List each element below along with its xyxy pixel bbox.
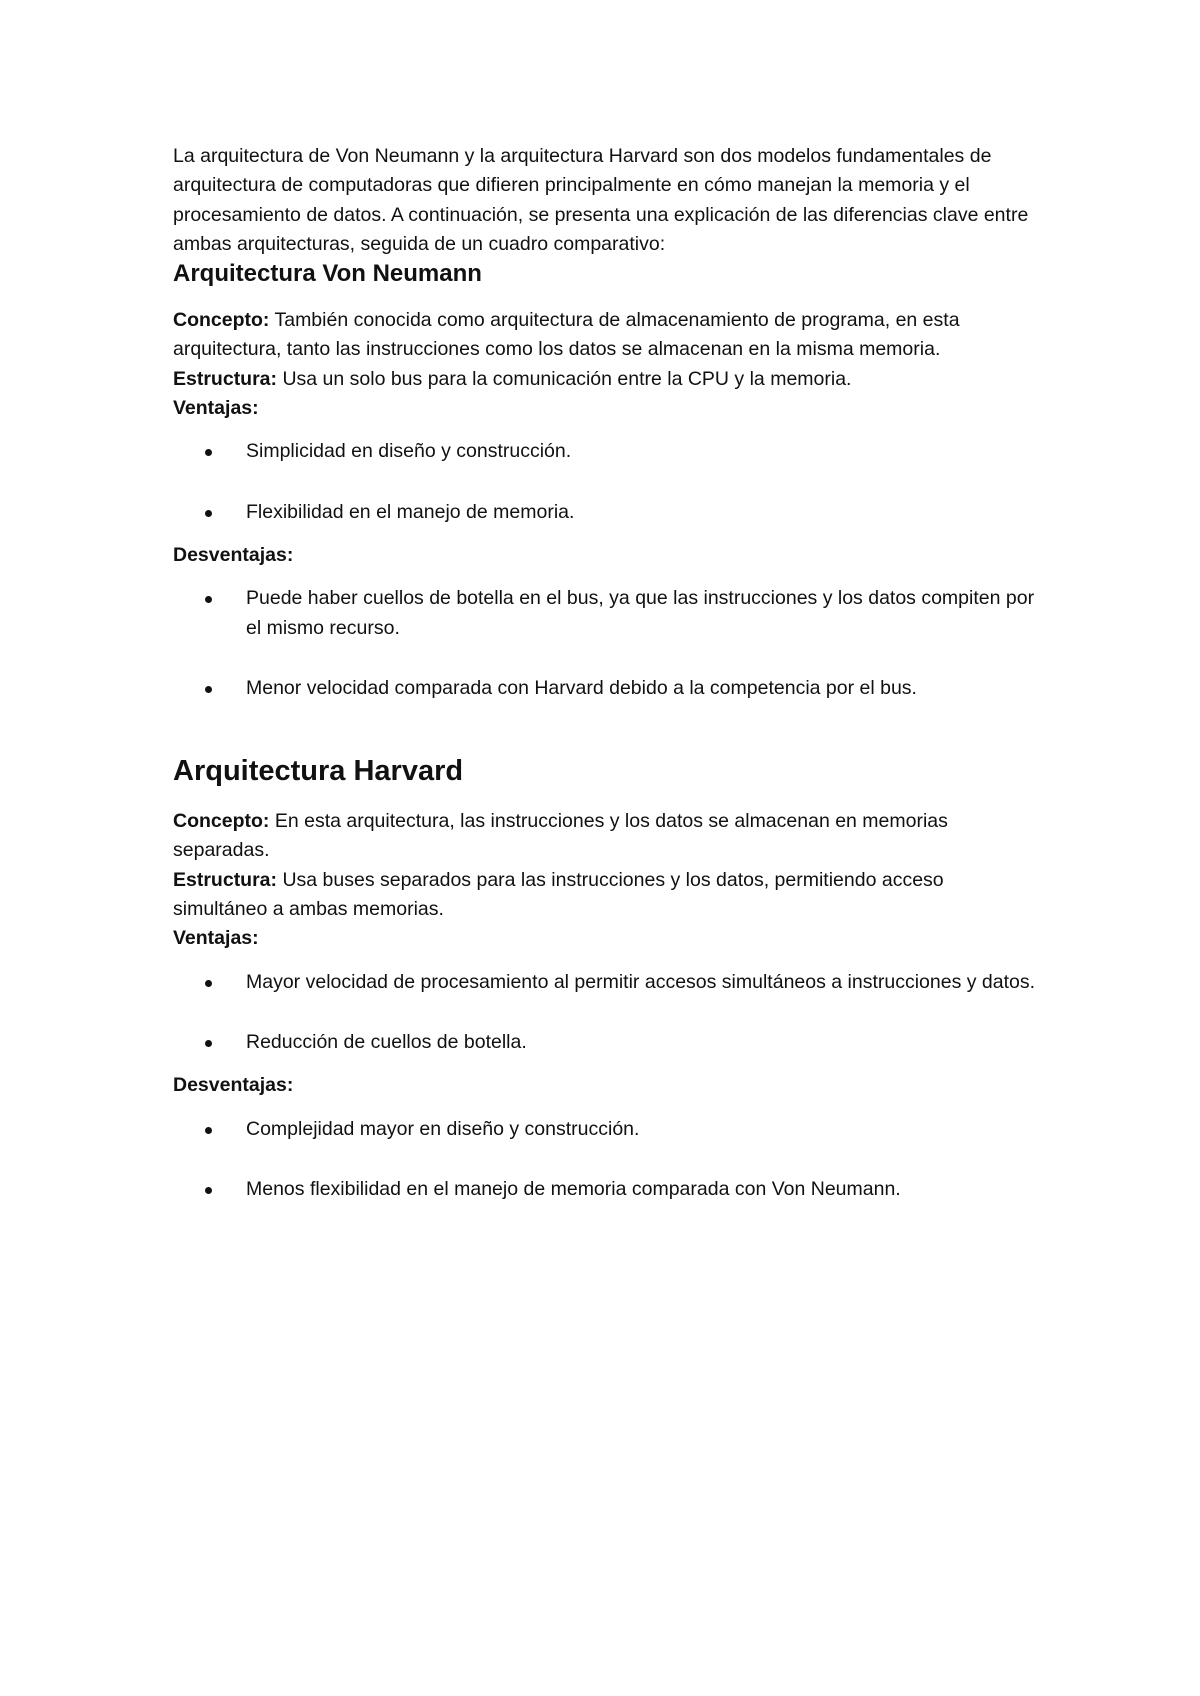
harvard-desventajas-list <box>173 1115 1043 1205</box>
estructura-label: Estructura: <box>173 868 278 891</box>
heading-harvard: Arquitectura Harvard <box>173 755 464 788</box>
bullet-icon <box>205 686 212 693</box>
list-item <box>173 1028 1043 1057</box>
bullet-icon <box>205 449 212 456</box>
harvard-concepto <box>173 807 1043 866</box>
list-item <box>173 1175 1043 1204</box>
von-neumann-concepto <box>173 306 1043 365</box>
estructura-label: Estructura: <box>173 367 278 390</box>
harvard-ventajas-label: Ventajas: <box>173 927 259 950</box>
harvard-ventajas-list <box>173 968 1043 1058</box>
von-neumann-estructura <box>173 365 1043 394</box>
estructura-text: Usa buses separados para las instrucciones y los datos, permitiendo acceso simultáneo a ambas memorias. <box>173 868 944 921</box>
von-neumann-ventajas-label: Ventajas: <box>173 397 259 420</box>
list-item <box>173 1115 1043 1144</box>
concepto-text: En esta arquitectura, las instrucciones y los datos se almacenan en memorias separadas. <box>173 810 948 862</box>
von-neumann-desventajas-label: Desventajas: <box>173 543 294 566</box>
list-item-text: Reducción de cuellos de botella. <box>246 1030 527 1053</box>
section-spacer <box>173 717 1043 753</box>
bullet-icon <box>205 1040 212 1047</box>
list-item-text: Menor velocidad comparada con Harvard debido a la competencia por el bus. <box>246 676 917 699</box>
von-neumann-ventajas-list <box>173 437 1043 527</box>
harvard-desventajas-label: Desventajas: <box>173 1074 294 1097</box>
bullet-icon <box>205 980 212 987</box>
list-item-text: Puede haber cuellos de botella en el bus, ya que las instrucciones y los datos compiten por el mismo recurso. <box>246 587 1035 639</box>
von-neumann-desventajas-list <box>173 584 1043 703</box>
list-item-text: Flexibilidad en el manejo de memoria. <box>246 500 575 523</box>
bullet-icon <box>205 1187 212 1194</box>
document-page <box>173 142 1043 1218</box>
list-item <box>173 437 1043 466</box>
list-item <box>173 498 1043 527</box>
list-item-text: Mayor velocidad de procesamiento al permitir accesos simultáneos a instrucciones y datos. <box>246 970 1036 993</box>
bullet-icon <box>205 596 212 603</box>
estructura-text: Usa un solo bus para la comunicación entre la CPU y la memoria. <box>277 367 852 390</box>
harvard-estructura <box>173 866 1043 925</box>
concepto-label: Concepto: <box>173 810 270 833</box>
bullet-icon <box>205 1127 212 1134</box>
list-item-text: Simplicidad en diseño y construcción. <box>246 440 572 463</box>
heading-von-neumann: Arquitectura Von Neumann <box>173 260 482 288</box>
concepto-label: Concepto: <box>173 309 270 332</box>
list-item-text: Complejidad mayor en diseño y construcción. <box>246 1117 640 1140</box>
concepto-text: También conocida como arquitectura de almacenamiento de programa, en esta arquitectura, tanto las instrucciones como los datos se almacenan en la misma memoria. <box>173 309 960 361</box>
bullet-icon <box>205 510 212 517</box>
list-item-text: Menos flexibilidad en el manejo de memoria comparada con Von Neumann. <box>246 1177 901 1200</box>
list-item <box>173 968 1043 997</box>
list-item <box>173 584 1043 643</box>
list-item <box>173 674 1043 703</box>
intro-paragraph: La arquitectura de Von Neumann y la arquitectura Harvard son dos modelos fundamentales de arquitectura de computadoras que difieren principalmente en cómo manejan la memoria y el procesamiento de datos. A continuación, se presenta una explicación de las diferencias clave entre ambas arquitecturas, seguida de un cuadro comparativo: <box>173 145 1029 255</box>
